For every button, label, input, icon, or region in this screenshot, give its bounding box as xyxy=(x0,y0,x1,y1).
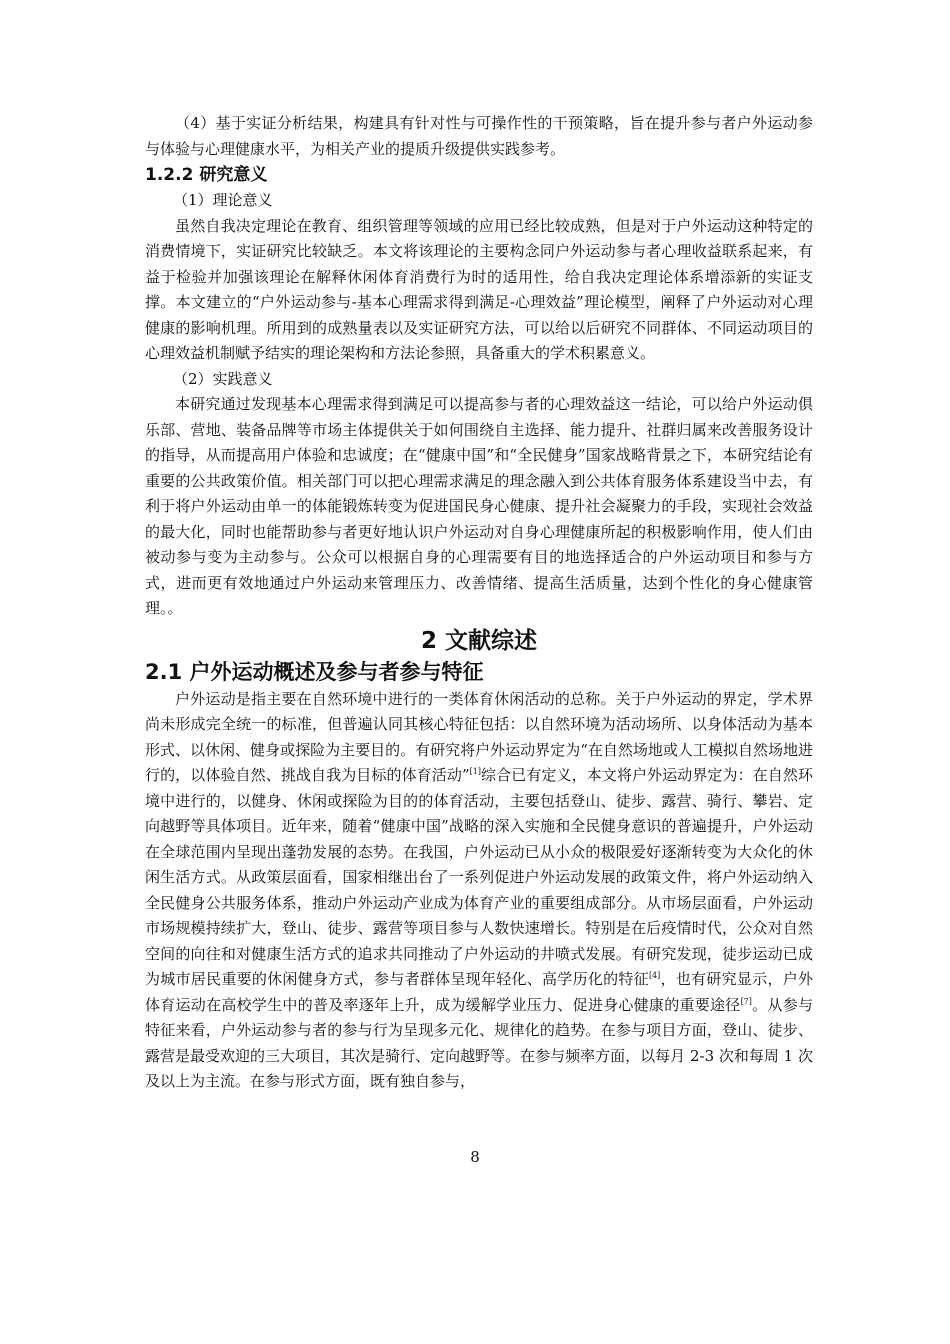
paragraph-theory: 虽然自我决定理论在教育、组织管理等领域的应用已经比较成熟，但是对于户外运动这种特定的消费情境下，实证研究比较缺乏。本文将该理论的主要构念同户外运动参与者心理收益联系起来，有益于检验并加强该理论在解释休闲体育消费行为时的适用性，给自我决定理论体系增添新的实证支撑。本文建立的“户外运动参与-基本心理需求得到满足-心理效益”理论模型，阐释了户外运动对心理健康的影响机理。所用到的成熟量表以及实证研究方法，可以给以后研究不同群体、不同运动项目的心理效益机制赋予结实的理论架构和方法论参照，具备重大的学术积累意义。 xyxy=(145,216,813,362)
paragraph-practice: 本研究通过发现基本心理需求得到满足可以提高参与者的心理效益这一结论，可以给户外运动俱乐部、营地、装备品牌等市场主体提供关于如何围绕自主选择、能力提升、社群归属来改善服务设计的指导，从而提高用户体验和忠诚度；在“健康中国”和“全民健身”国家战略背景之下，本研究结论有重要的公共政策价值。相关部门可以把心理需求满足的理念融入到公共体育服务体系建设当中去，有利于将户外运动由单一的体能锻炼转变为促进国民身心健康、提升社会凝聚力的手段，实现社会效益的最大化，同时也能帮助参与者更好地认识户外运动对自身心理健康所起的积极影响作用，使人们由被动参与变为主动参与。公众可以根据自身的心理需要有目的地选择适合的户外运动项目和参与方式，进而更有效地通过户外运动来管理压力、改善情绪、提高生活质量，达到个性化的身心健康管理。。 xyxy=(145,395,813,617)
paragraph-literature xyxy=(145,687,813,1095)
section-heading-1-2-2: 1.2.2 研究意义 xyxy=(145,165,268,185)
subheading-theory: （1）理论意义 xyxy=(173,191,273,209)
literature-text-3: ，也有研究显示，户外体育运动在高校学生中的普及率逐年上升，成为缓解学业压力、促进身心健康的重要途径 xyxy=(145,970,813,1014)
section-title-2-1: 2.1 户外运动概述及参与者参与特征 xyxy=(145,659,484,684)
citation-1: [1] xyxy=(469,767,481,776)
subheading-practice: （2）实践意义 xyxy=(173,369,273,388)
paragraph-goal-4: （4）基于实证分析结果，构建具有针对性与可操作性的干预策略，旨在提升参与者户外运动参与体验与心理健康水平，为相关产业的提质升级提供实践参考。 xyxy=(145,114,813,158)
literature-text-4: 。从参与特征来看，户外运动参与者的参与行为呈现多元化、规律化的趋势。在参与项目方面，登山、徒步、露营是最受欢迎的三大项目，其次是骑行、定向越野等。在参与频率方面，以每月 2-3 次和每周 1 次及以上为主流。在参与形式方面，既有独自参与， xyxy=(145,995,813,1090)
literature-text-2: 综合已有定义，本文将户外运动界定为：在自然环境中进行的，以健身、休闲或探险为目的的体育活动，主要包括登山、徒步、露营、骑行、攀岩、定向越野等具体项目。近年来，随着“健康中国”战略的深入实施和全民健身意识的普遍提升，户外运动在全球范围内呈现出蓬勃发展的态势。在我国，户外运动已从小众的极限爱好逐渐转变为大众化的休闲生活方式。从政策层面看，国家相继出台了一系列促进户外运动发展的政策文件，将户外运动纳入全民健身公共服务体系，推动户外运动产业成为体育产业的重要组成部分。从市场层面看，户外运动市场规模持续扩大，登山、徒步、露营等项目参与人数快速增长。特别是在后疫情时代，公众对自然空间的向往和对健康生活方式的追求共同推动了户外运动的井喷式发展。有研究发现，徒步运动已成为城市居民重要的休闲健身方式，参与者群体呈现年轻化、高学历化的特征 xyxy=(145,766,813,988)
page-content xyxy=(145,111,813,1095)
page-number: 8 xyxy=(470,1148,480,1166)
literature-text-1: 户外运动是指主要在自然环境中进行的一类体育休闲活动的总称。关于户外运动的界定，学术界尚未形成完全统一的标准，但普遍认同其核心特征包括：以自然环境为活动场所、以身体活动为基本形式、以休闲、健身或探险为主要目的。有研究将户外运动界定为“在自然场地或人工模拟自然场地进行的，以体验自然、挑战自我为目标的体育活动” xyxy=(145,689,813,784)
citation-4: [4] xyxy=(648,971,661,980)
chapter-title: 2 文献综述 xyxy=(420,627,537,654)
citation-7: [7] xyxy=(740,996,752,1006)
